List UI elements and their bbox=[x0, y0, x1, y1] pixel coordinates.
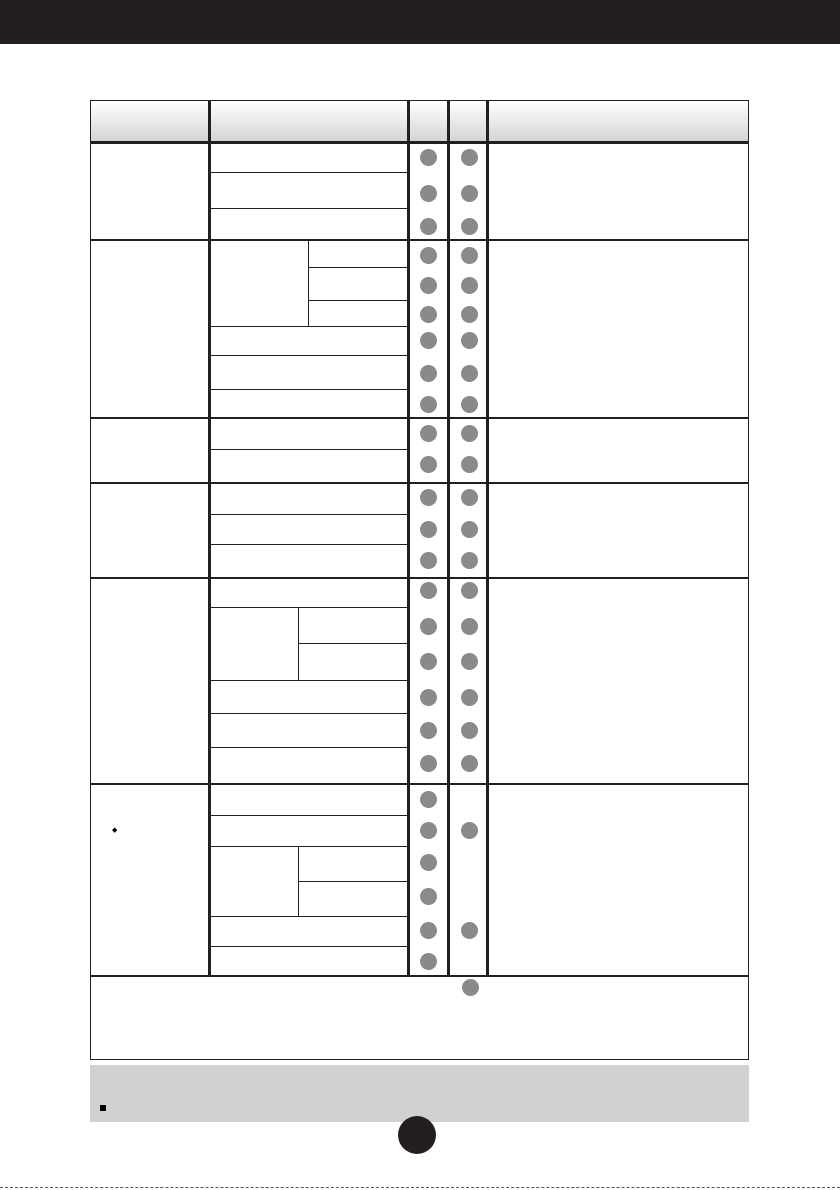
support-dot bbox=[420, 689, 437, 706]
row-line bbox=[211, 815, 409, 816]
header-separator bbox=[90, 141, 749, 144]
row-line bbox=[211, 172, 409, 173]
support-dot bbox=[420, 755, 437, 772]
support-dot bbox=[420, 489, 437, 506]
support-dot bbox=[420, 149, 437, 166]
row-line bbox=[211, 846, 409, 847]
support-dot bbox=[420, 822, 437, 839]
support-dot bbox=[461, 653, 478, 670]
row-line bbox=[211, 355, 409, 356]
subitem-divider bbox=[298, 607, 299, 681]
row-line bbox=[211, 389, 409, 390]
row-line bbox=[211, 544, 409, 545]
support-dot bbox=[461, 149, 478, 166]
support-dot bbox=[461, 689, 478, 706]
group-separator bbox=[90, 239, 749, 241]
row-line bbox=[298, 881, 409, 882]
support-dot bbox=[420, 247, 437, 264]
support-dot bbox=[420, 332, 437, 349]
row-line bbox=[211, 916, 409, 917]
support-dot bbox=[420, 552, 437, 569]
support-dot bbox=[420, 653, 437, 670]
support-dot bbox=[461, 755, 478, 772]
table-body-end bbox=[90, 975, 749, 977]
support-dot bbox=[420, 456, 437, 473]
support-dot bbox=[461, 582, 478, 599]
page-number-badge bbox=[398, 1116, 436, 1154]
header-cell-col-a bbox=[410, 101, 447, 141]
support-dot bbox=[461, 365, 478, 382]
row-line bbox=[298, 643, 409, 644]
row-line bbox=[211, 747, 409, 748]
support-dot bbox=[461, 922, 478, 939]
note-box bbox=[90, 1065, 749, 1122]
row-line bbox=[308, 267, 409, 268]
support-dot bbox=[461, 277, 478, 294]
support-dot bbox=[461, 247, 478, 264]
support-dot bbox=[420, 365, 437, 382]
table-border-right bbox=[748, 100, 749, 1060]
row-line bbox=[211, 680, 409, 681]
diamond-marker-icon: ◆ bbox=[112, 827, 118, 834]
row-line bbox=[308, 300, 409, 301]
support-dot bbox=[461, 822, 478, 839]
table-border-bottom bbox=[90, 1059, 749, 1060]
support-dot bbox=[461, 425, 478, 442]
support-dot bbox=[461, 306, 478, 323]
support-dot bbox=[420, 277, 437, 294]
row-line bbox=[211, 946, 409, 947]
support-dot bbox=[461, 185, 478, 202]
group-separator bbox=[90, 577, 749, 579]
support-dot bbox=[420, 218, 437, 235]
support-dot bbox=[461, 396, 478, 413]
support-dot bbox=[420, 396, 437, 413]
note-bullet-icon bbox=[100, 1105, 106, 1111]
support-dot bbox=[461, 618, 478, 635]
support-dot bbox=[420, 582, 437, 599]
column-separator bbox=[208, 100, 211, 976]
header-cell-item bbox=[211, 101, 407, 141]
column-separator bbox=[447, 100, 450, 976]
support-dot bbox=[420, 521, 437, 538]
support-dot bbox=[461, 722, 478, 739]
group-separator bbox=[90, 482, 749, 484]
support-dot bbox=[461, 552, 478, 569]
header-cell-col-b bbox=[450, 101, 486, 141]
legend-dot bbox=[462, 979, 479, 996]
support-dot bbox=[461, 489, 478, 506]
row-line bbox=[211, 713, 409, 714]
support-dot bbox=[420, 722, 437, 739]
header-cell-group bbox=[91, 101, 208, 141]
support-dot bbox=[461, 332, 478, 349]
support-dot bbox=[420, 791, 437, 808]
column-separator bbox=[486, 100, 489, 976]
row-line bbox=[211, 326, 409, 327]
column-separator bbox=[407, 100, 410, 976]
support-dot bbox=[461, 218, 478, 235]
row-line bbox=[211, 607, 409, 608]
support-dot bbox=[420, 306, 437, 323]
support-dot bbox=[461, 456, 478, 473]
table-border-left bbox=[90, 100, 91, 1060]
subitem-divider bbox=[298, 846, 299, 917]
group-separator bbox=[90, 417, 749, 419]
support-dot bbox=[420, 854, 437, 871]
row-line bbox=[211, 514, 409, 515]
support-dot bbox=[420, 618, 437, 635]
support-dot bbox=[461, 521, 478, 538]
support-dot bbox=[420, 888, 437, 905]
support-dot bbox=[420, 425, 437, 442]
support-dot bbox=[420, 922, 437, 939]
group-separator bbox=[90, 783, 749, 785]
support-dot bbox=[420, 953, 437, 970]
support-dot bbox=[420, 185, 437, 202]
subitem-divider bbox=[308, 241, 309, 327]
row-line bbox=[211, 208, 409, 209]
header-cell-description bbox=[489, 101, 748, 141]
row-line bbox=[211, 449, 409, 450]
trim-line bbox=[0, 1187, 840, 1188]
